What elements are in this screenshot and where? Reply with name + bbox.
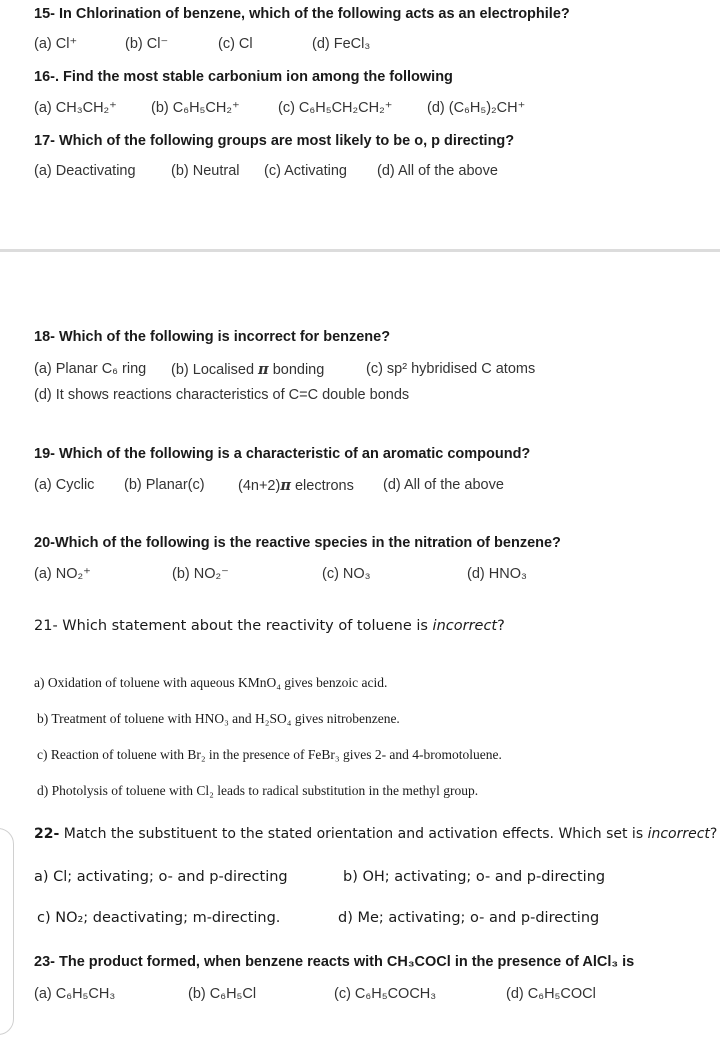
q15-option-d: (d) FeCl₃ [312,36,371,52]
q20-option-b: (b) NO₂⁻ [172,566,229,582]
q23-option-b: (b) C₆H₅Cl [188,986,257,1002]
question-21: 21- Which statement about the reactivity of toluene is incorrect? [34,618,505,634]
question-22: 22- Match the substituent to the stated orientation and activation effects. Which set is incorrect? [34,826,718,842]
q22-option-d: d) Me; activating; o- and p-directing [338,910,600,926]
q16-option-b: (b) C₆H₅CH₂⁺ [151,100,240,116]
q22-option-a: a) Cl; activating; o- and p-directing [34,869,288,885]
q19-option-d: (d) All of the above [383,477,504,493]
q17-option-d: (d) All of the above [377,163,498,179]
q22-option-b: b) OH; activating; o- and p-directing [343,869,606,885]
q15-option-c: (c) Cl [218,36,253,52]
q17-option-a: (a) Deactivating [34,163,136,179]
question-15: 15- In Chlorination of benzene, which of the following acts as an electrophile? [34,6,570,22]
q16-option-d: (d) (C₆H₅)₂CH⁺ [427,100,526,116]
q22-option-c: c) NO₂; deactivating; m-directing. [37,910,281,926]
q23-option-a: (a) C₆H₅CH₃ [34,986,116,1002]
q21-option-d: d) Photolysis of toluene with Cl₂ leads to radical substitution in the methyl group. [37,783,479,798]
q23-option-c: (c) C₆H₅COCH₃ [334,986,437,1002]
question-20: 20-Which of the following is the reactive species in the nitration of benzene? [34,535,561,551]
q17-option-c: (c) Activating [264,163,347,179]
q15-option-b: (b) Cl⁻ [125,36,169,52]
q18-option-d: (d) It shows reactions characteristics of C=C double bonds [34,387,410,403]
q15-option-a: (a) Cl⁺ [34,36,78,52]
q18-option-a: (a) Planar C₆ ring [34,361,147,377]
q17-option-b: (b) Neutral [171,163,240,179]
q21-option-c: c) Reaction of toluene with Br₂ in the presence of FeBr₃ gives 2- and 4-bromotoluene. [37,747,502,762]
q18-option-c: (c) sp² hybridised C atoms [366,361,536,377]
q23-option-d: (d) C₆H₅COCl [506,986,596,1002]
q19-option-a: (a) Cyclic [34,477,95,493]
question-17: 17- Which of the following groups are most likely to be o, p directing? [34,133,515,149]
q18-option-b: (b) Localised π bonding [171,361,325,378]
q16-option-c: (c) C₆H₅CH₂CH₂⁺ [278,100,393,116]
q20-option-d: (d) HNO₃ [467,566,527,582]
question-18: 18- Which of the following is incorrect for benzene? [34,329,391,345]
question-16: 16-. Find the most stable carbonium ion among the following [34,69,453,85]
section-divider [0,249,720,252]
left-edge-panel [0,828,14,1035]
q20-option-a: (a) NO₂⁺ [34,566,91,582]
question-19: 19- Which of the following is a characteristic of an aromatic compound? [34,446,531,462]
question-23: 23- The product formed, when benzene reacts with CH₃COCl in the presence of AlCl₃ is [34,954,635,970]
q19-option-b: (b) Planar(c) [124,477,205,493]
q19-option-c: (4n+2)π electrons [238,477,354,494]
q21-option-b: b) Treatment of toluene with HNO₃ and H₂SO₄ gives nitrobenzene. [37,711,400,726]
q21-option-a: a) Oxidation of toluene with aqueous KMnO₄ gives benzoic acid. [34,675,388,690]
q16-option-a: (a) CH₃CH₂⁺ [34,100,117,116]
q20-option-c: (c) NO₃ [322,566,371,582]
